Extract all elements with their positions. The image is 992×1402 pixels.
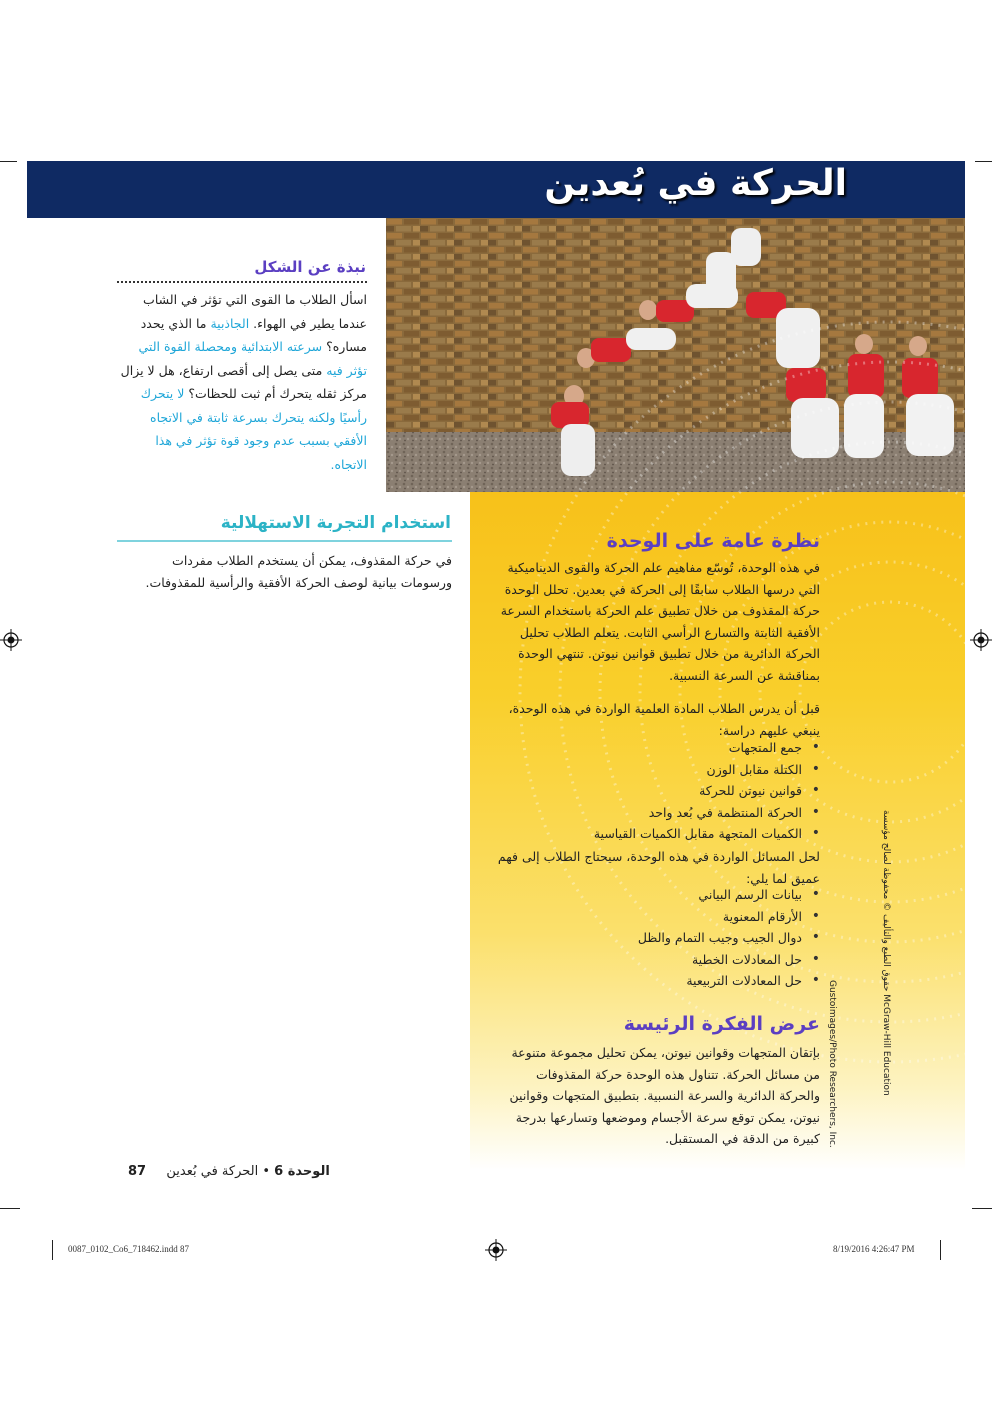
list-item: • الأرقام المعنوية	[500, 906, 820, 928]
slug-timestamp: 8/19/2016 4:26:47 PM	[833, 1244, 915, 1254]
list-item: • دوال الجيب وجيب التمام والظل	[500, 927, 820, 949]
list-item: • بيانات الرسم البياني	[500, 884, 820, 906]
crop-mark	[975, 161, 992, 162]
footer-separator: •	[262, 1164, 271, 1179]
crop-mark	[0, 161, 17, 162]
crop-mark	[52, 1240, 53, 1260]
list-item: • الكتلة مقابل الوزن	[500, 759, 820, 781]
list-item: • جمع المتجهات	[500, 737, 820, 759]
list-item: • الحركة المنتظمة في بُعد واحد	[500, 802, 820, 824]
crop-mark	[940, 1240, 941, 1260]
about-image-question-2: ما الذي يحدد مساره؟	[140, 315, 367, 354]
unit-label: الوحدة 6	[274, 1164, 330, 1179]
about-image-answer-3: لا يتحرك رأسيًا ولكنه يتحرك بسرعة ثابتة في الاتجاه الأفقي بسبب عدم وجود قوة تؤثر في هذا الاتجاه.	[140, 386, 367, 472]
registration-mark-icon	[970, 629, 992, 651]
crop-mark	[0, 1208, 20, 1209]
list-item: • حل المعادلات الخطية	[500, 949, 820, 971]
copyright-credit: حقوق الطبع والتأليف © محفوظة لصالح مؤسسة McGraw-Hill Education	[881, 810, 891, 1096]
chapter-photo	[386, 218, 965, 492]
about-image-heading: نبذة عن الشكل	[254, 258, 366, 276]
about-image-text	[117, 288, 367, 476]
about-image-question-3: متى يصل إلى أقصى ارتفاع، هل لا يزال مركز ثقله يتحرك أم ثبت للحظات؟	[120, 362, 367, 401]
inquiry-heading: استخدام التجربة الاستهلالية	[220, 513, 451, 533]
inquiry-divider	[117, 540, 452, 542]
inquiry-text: في حركة المقذوف، يمكن أن يستخدم الطلاب مفردات ورسومات بيانية لوصف الحركة الأفقية والرأسية للمقذوفات.	[145, 553, 452, 590]
overview-heading: نظرة عامة على الوحدة	[606, 530, 820, 552]
unit-title: الحركة في بُعدين	[166, 1164, 259, 1179]
before-intro: قبل أن يدرس الطلاب المادة العلمية الواردة في هذه الوحدة، ينبغي عليهم دراسة:	[508, 701, 820, 738]
list-item: • حل المعادلات التربيعية	[500, 970, 820, 992]
dotted-divider	[117, 281, 367, 283]
big-idea-heading: عرض الفكرة الرئيسة	[623, 1013, 820, 1035]
solve-intro: لحل المسائل الواردة في هذه الوحدة، سيحتاج الطلاب إلى فهم عميق لما يلي:	[497, 849, 820, 886]
about-image-answer-2: سرعته الابتدائية ومحصلة القوة التي تؤثر فيه	[138, 339, 367, 378]
about-image-answer-1: الجاذبية	[210, 315, 250, 331]
solve-list	[500, 884, 820, 992]
credit-lines	[827, 810, 900, 1148]
registration-mark-icon	[0, 629, 22, 651]
overview-paragraph: في هذه الوحدة، تُوسّع مفاهيم علم الحركة والقوى الديناميكية التي درسها الطلاب سابقًا إلى الحركة في بعدين. تحلل الوحدة حركة المقذوف من خلال تطبيق علم الحركة باستخدام السرعة الأفقية الثابتة والتسارع الرأسي الثابت. يتعلم الطلاب تحليل الحركة الدائرية من خلال تطبيق قوانين نيوتن. تنتهي الوحدة بمناقشة عن السرعة النسبية.	[500, 560, 820, 683]
list-item: • الكميات المتجهة مقابل الكميات القياسية	[500, 823, 820, 845]
chapter-title: الحركة في بُعدين	[544, 163, 847, 204]
page-footer	[128, 1164, 330, 1179]
registration-mark-icon	[485, 1239, 507, 1261]
before-list	[500, 737, 820, 845]
photo-credit: Gustoimages/Photo Researchers, Inc.	[827, 980, 837, 1148]
crop-mark	[972, 1208, 992, 1209]
big-idea-text: بإتقان المتجهات وقوانين نيوتن، يمكن تحليل مجموعة متنوعة من مسائل الحركة. تتناول هذه الوحدة حركة المقذوفات والحركة الدائرية والسرعة النسبية. بتطبيق المتجهات وقوانين نيوتن، يمكن توقع سرعة الأجسام وموضعها وتسارعها بدرجة كبيرة من الدقة في المستقبل.	[509, 1045, 820, 1146]
about-image-question-1: اسأل الطلاب ما القوى التي تؤثر في الشاب عندما يطير في الهواء.	[143, 292, 367, 331]
page-number: 87	[128, 1164, 147, 1179]
slug-filename: 0087_0102_Co6_718462.indd 87	[68, 1244, 190, 1254]
list-item: • قوانين نيوتن للحركة	[500, 780, 820, 802]
